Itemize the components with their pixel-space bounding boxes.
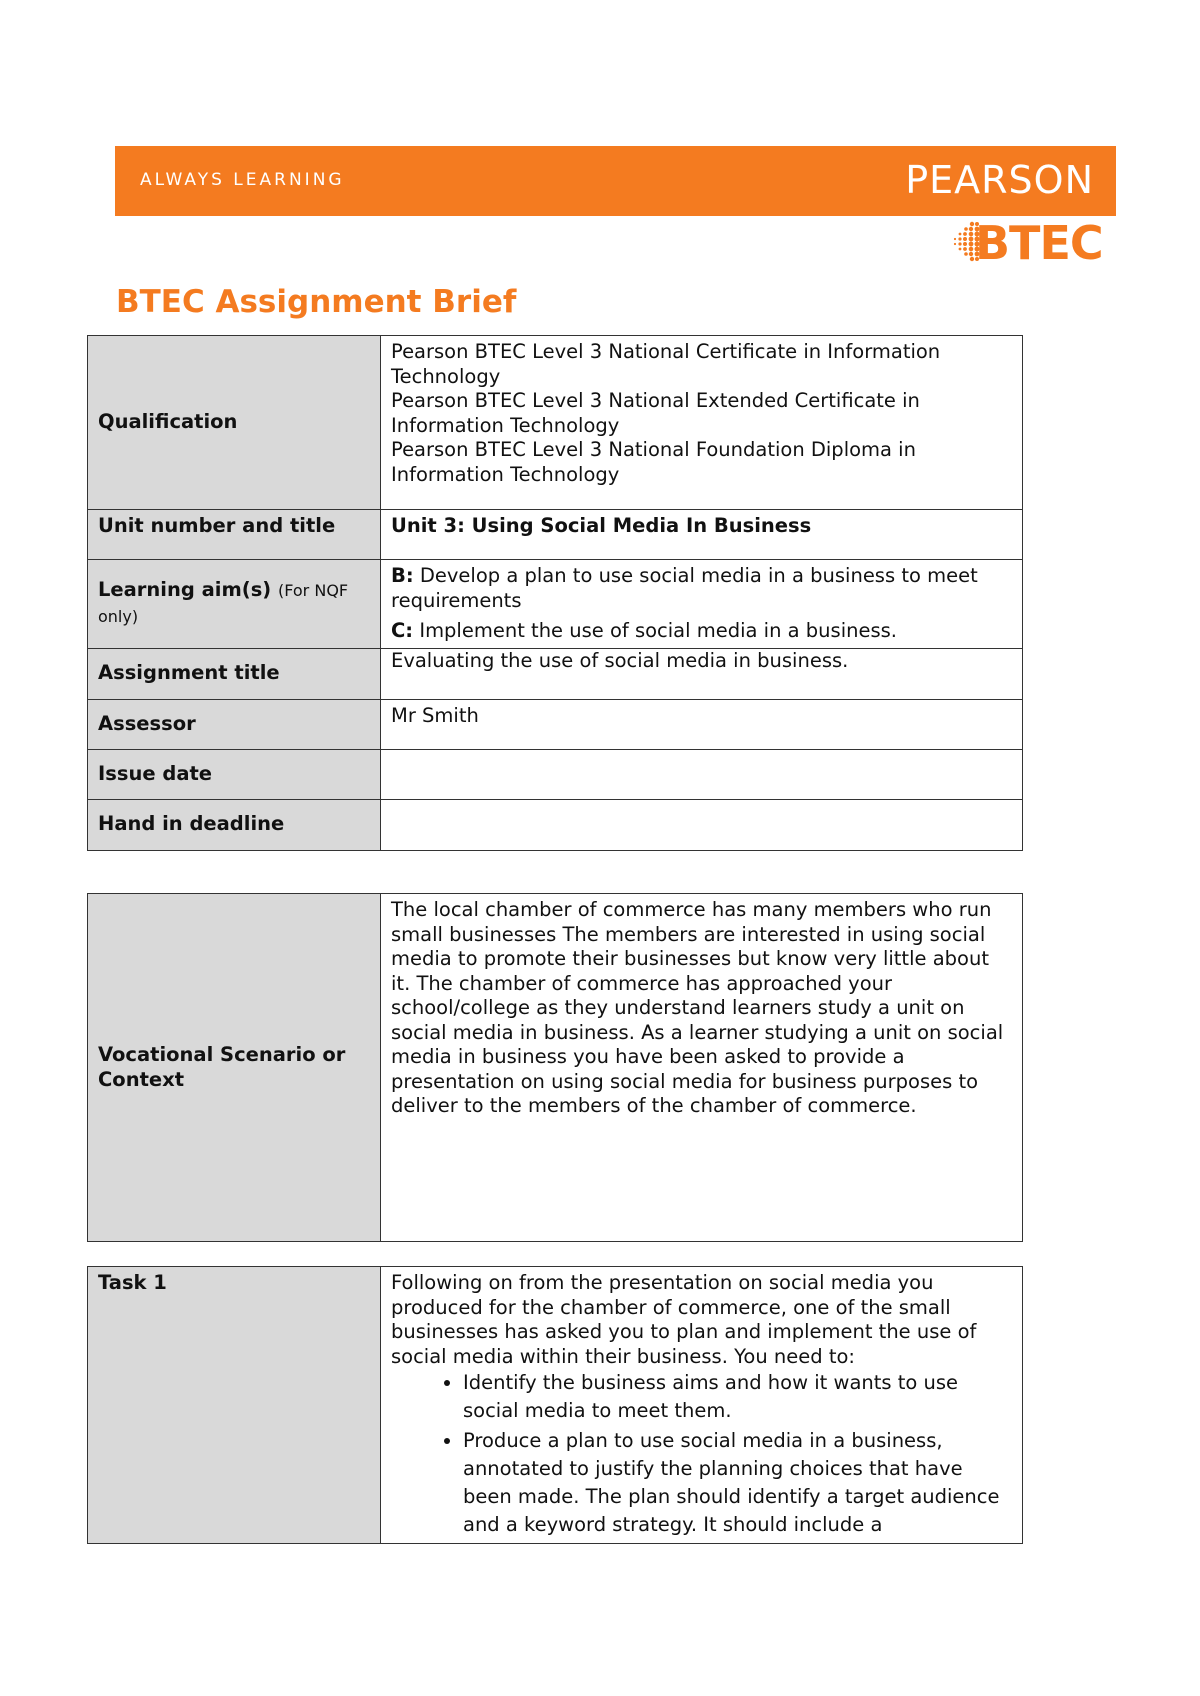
task1-label: Task 1: [88, 1267, 381, 1544]
table-row: [88, 560, 1023, 649]
task1-content: [381, 1267, 1023, 1544]
deadline-value: [381, 799, 1023, 850]
learning-aim-item: [391, 564, 1012, 613]
deadline-label: Hand in deadline: [88, 799, 381, 850]
scenario-label: Vocational Scenario or Context: [88, 894, 381, 1242]
pearson-logo: PEARSON: [905, 158, 1094, 202]
issue-date-value: [381, 749, 1023, 799]
btec-logo: [950, 214, 1120, 270]
aim-code: C:: [391, 619, 414, 642]
assignment-title-value: Evaluating the use of social media in business.: [381, 648, 1023, 699]
task1-table: [87, 1266, 1023, 1544]
learning-aim-item: [391, 619, 1012, 644]
task1-bullet-list: [391, 1369, 1012, 1539]
table-row: [88, 894, 1023, 1242]
tagline: ALWAYS LEARNING: [140, 170, 345, 190]
table-row: [88, 648, 1023, 699]
task1-intro: Following on from the presentation on social media you produced for the chamber of commerce, one of the small businesses has asked you to plan and implement the use of social media within their business. You need to:: [391, 1271, 977, 1368]
assessor-value: Mr Smith: [381, 699, 1023, 749]
btec-logo-text: BTEC: [975, 216, 1103, 270]
scenario-text: The local chamber of commerce has many members who run small businesses The members are interested in using social media to promote their businesses but know very little about it. The chamber of commerce has approached your school/college as they understand learners study a unit on social media in business. As a learner studying a unit on social media in business you have been asked to provide a presentation on using social media for business purposes to deliver to the members of the chamber of commerce.: [381, 894, 1023, 1242]
header-banner: [115, 146, 1116, 216]
table-row: [88, 336, 1023, 510]
qualification-line: Pearson BTEC Level 3 National Certificate in Information Technology: [391, 340, 941, 388]
scenario-table: [87, 893, 1023, 1242]
details-table: [87, 335, 1023, 851]
aim-text: Develop a plan to use social media in a business to meet requirements: [391, 564, 978, 612]
issue-date-label: Issue date: [88, 749, 381, 799]
learning-aims-note: (For NQF only): [98, 581, 349, 626]
page-title: BTEC Assignment Brief: [116, 284, 517, 320]
qualification-line: Pearson BTEC Level 3 National Extended Certificate in Information Technology: [391, 389, 920, 437]
unit-value: Unit 3: Using Social Media In Business: [381, 510, 1023, 560]
assessor-label: Assessor: [88, 699, 381, 749]
qualification-label: Qualification: [88, 336, 381, 510]
assignment-title-label: Assignment title: [88, 648, 381, 699]
qualification-line: Pearson BTEC Level 3 National Foundation Diploma in Information Technology: [391, 438, 916, 486]
unit-label: Unit number and title: [88, 510, 381, 560]
table-row: [88, 749, 1023, 799]
list-item: • Identify the business aims and how it wants to use social media to meet them.: [463, 1369, 1012, 1425]
table-row: [88, 799, 1023, 850]
aim-code: B:: [391, 564, 414, 587]
learning-aims-label-text: Learning aim(s): [98, 578, 272, 602]
table-row: [88, 1267, 1023, 1544]
learning-aims-label: [88, 560, 381, 649]
qualification-value: [381, 336, 1023, 510]
list-item: • Produce a plan to use social media in a business, annotated to justify the planning choices that have been made. The plan should identify a target audience and a keyword strategy. It should include a: [463, 1427, 1012, 1539]
table-row: [88, 699, 1023, 749]
aim-text: Implement the use of social media in a business.: [419, 619, 897, 642]
learning-aims-value: [381, 560, 1023, 649]
table-row: [88, 510, 1023, 560]
